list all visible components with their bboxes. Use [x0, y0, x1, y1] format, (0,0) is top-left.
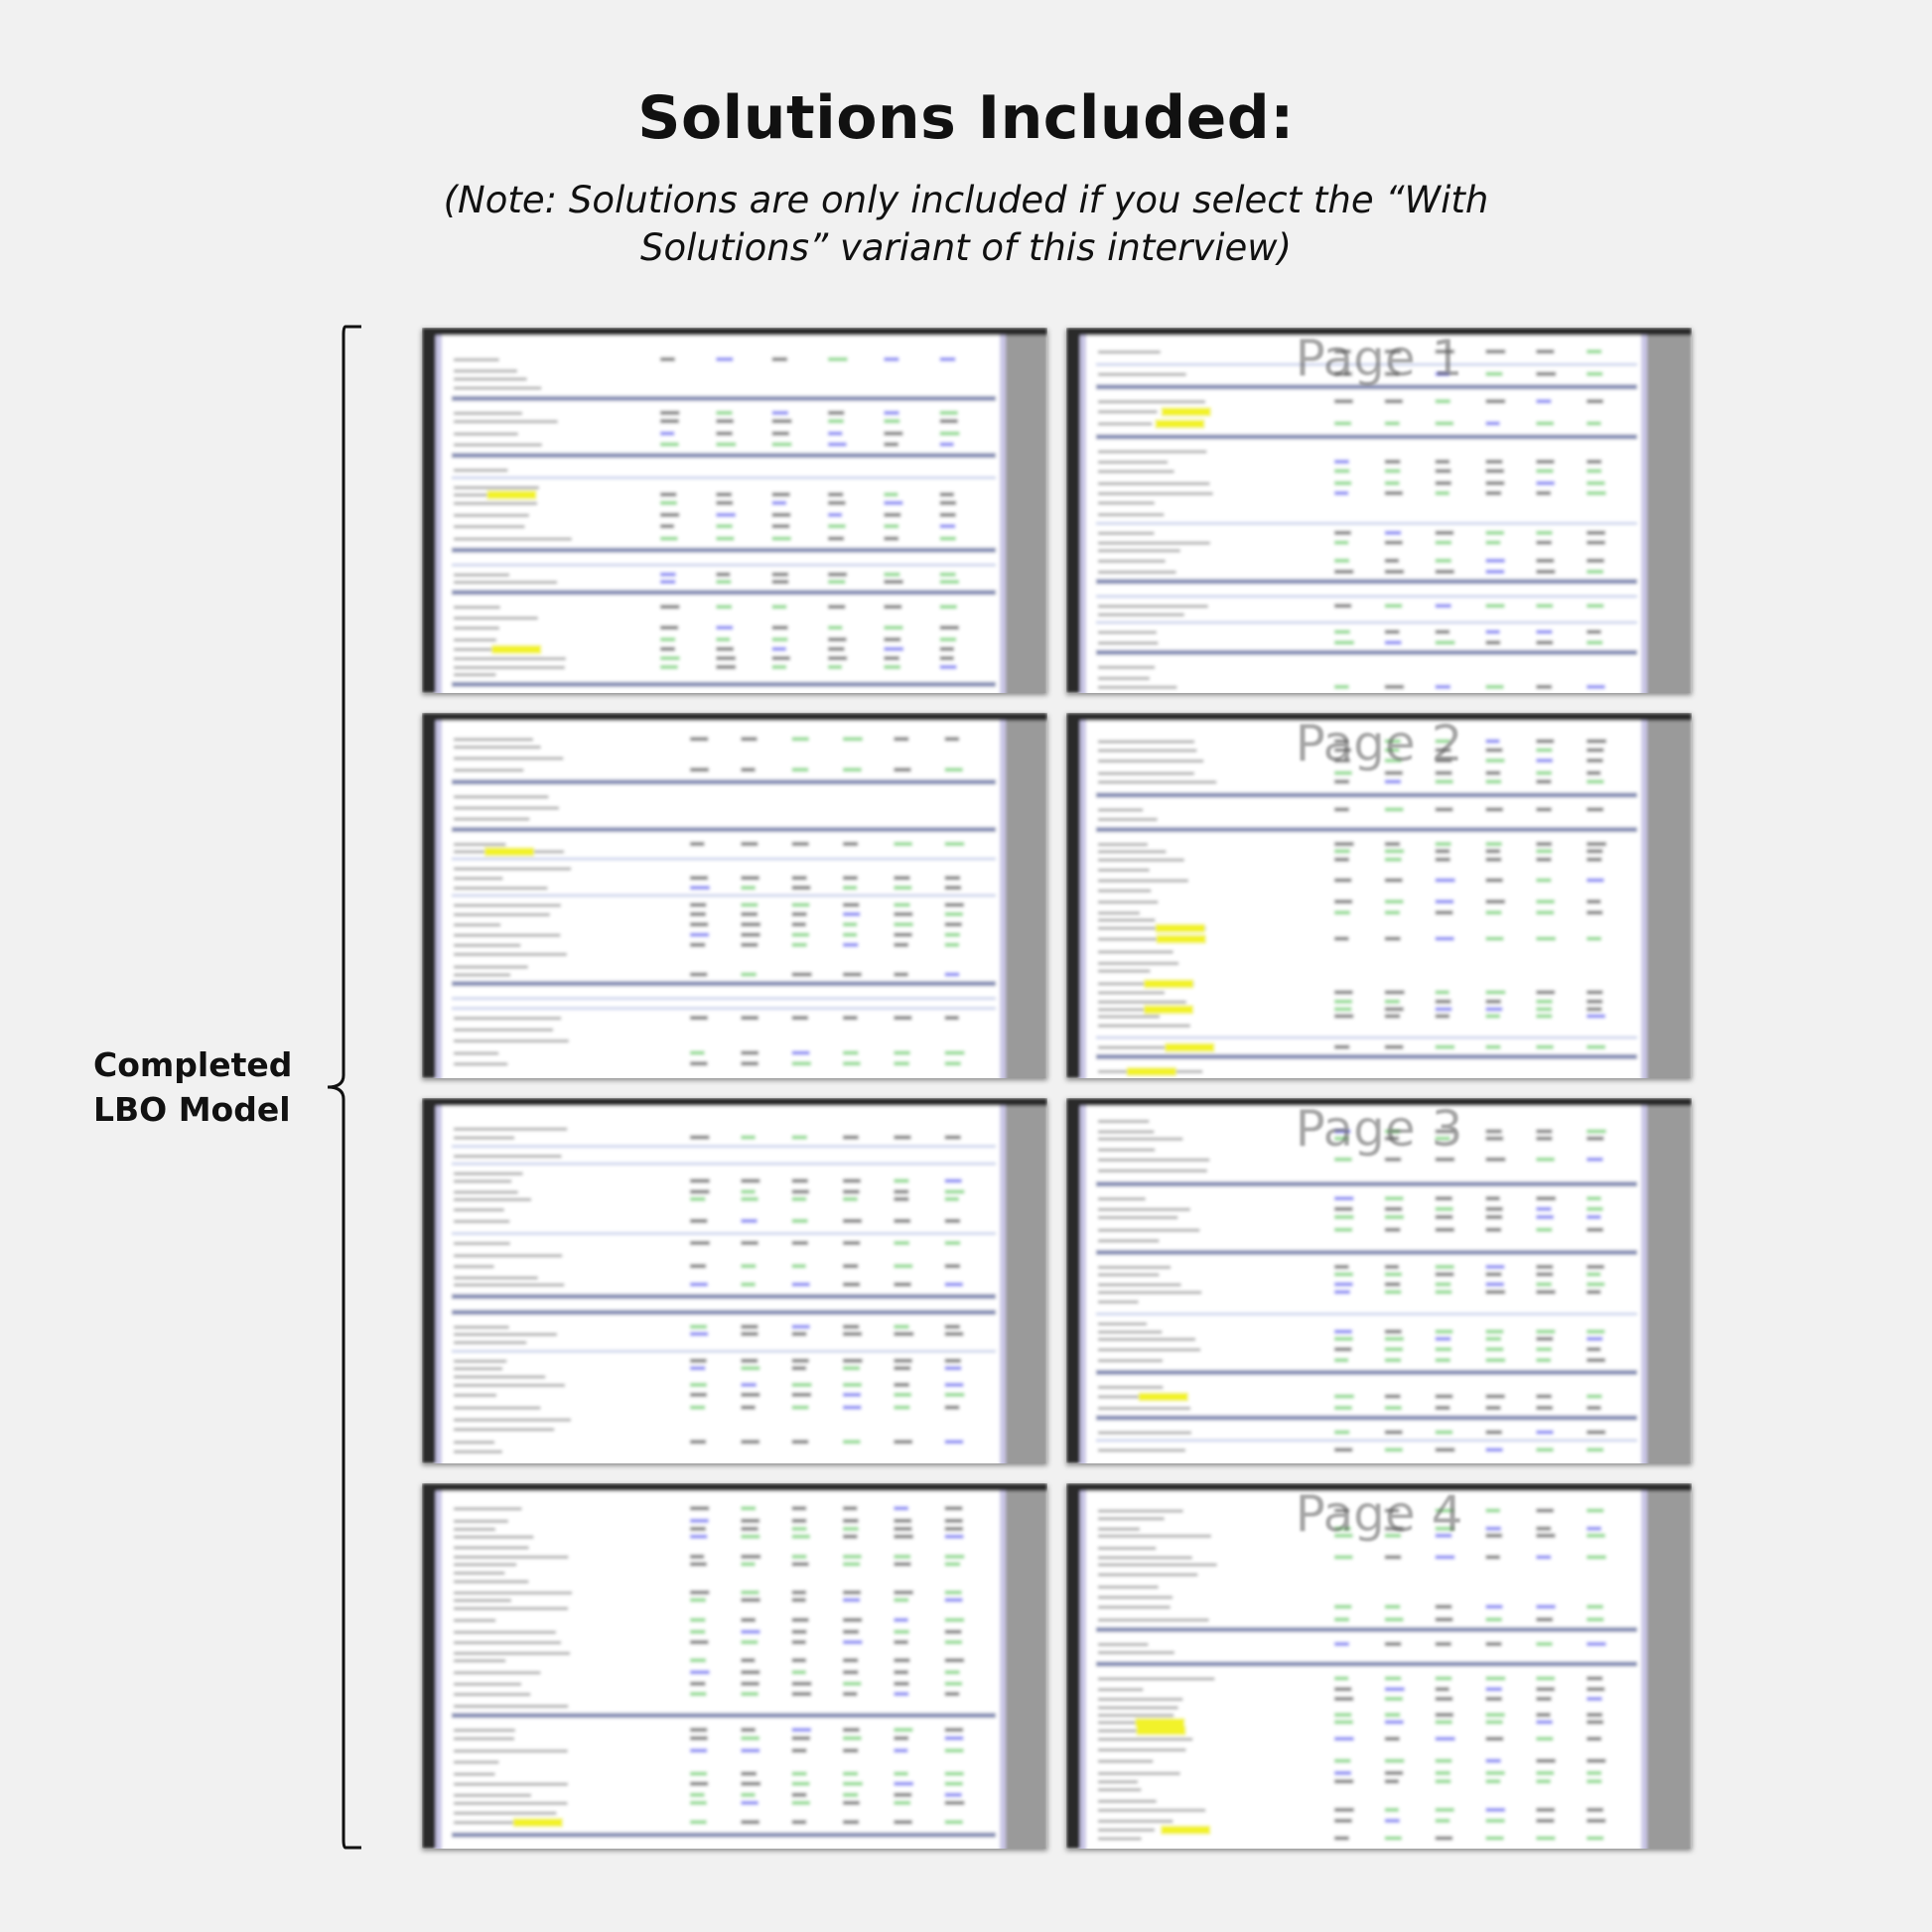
- side-label-line-2: LBO Model: [93, 1090, 291, 1129]
- completed-lbo-model-label: [93, 1042, 312, 1132]
- page-watermark-label: Page 3: [1295, 1100, 1463, 1158]
- blurred-spreadsheet: [1066, 1098, 1692, 1463]
- blurred-spreadsheet: [1066, 1483, 1692, 1849]
- curly-bracket: [316, 323, 365, 1852]
- page-watermark-label: Page 2: [1295, 715, 1463, 772]
- blurred-spreadsheet: [1066, 328, 1692, 693]
- blurred-spreadsheet: [422, 713, 1047, 1078]
- spreadsheet-thumbnail-page-1-right: [1066, 328, 1692, 693]
- spreadsheet-thumbnail-page-2-right: [1066, 713, 1692, 1078]
- solutions-note: [420, 177, 1512, 272]
- blurred-spreadsheet: [1066, 713, 1692, 1078]
- side-label-line-1: Completed: [93, 1045, 293, 1084]
- spreadsheet-thumbnail-page-4-left: [422, 1483, 1047, 1849]
- spreadsheet-thumbnail-page-3-left: [422, 1098, 1047, 1463]
- spreadsheet-thumbnail-page-4-right: [1066, 1483, 1692, 1849]
- spreadsheet-thumbnail-page-1-left: [422, 328, 1047, 693]
- blurred-spreadsheet: [422, 328, 1047, 693]
- blurred-spreadsheet: [422, 1483, 1047, 1849]
- blurred-spreadsheet: [422, 1098, 1047, 1463]
- note-line-2: Solutions” variant of this interview): [640, 226, 1292, 269]
- note-line-1: (Note: Solutions are only included if you select the “With: [443, 179, 1489, 221]
- page-watermark-label: Page 4: [1295, 1485, 1463, 1543]
- page-title: Solutions Included:: [637, 83, 1295, 153]
- page-watermark-label: Page 1: [1295, 330, 1463, 387]
- spreadsheet-thumbnail-page-3-right: [1066, 1098, 1692, 1463]
- spreadsheet-thumbnail-page-2-left: [422, 713, 1047, 1078]
